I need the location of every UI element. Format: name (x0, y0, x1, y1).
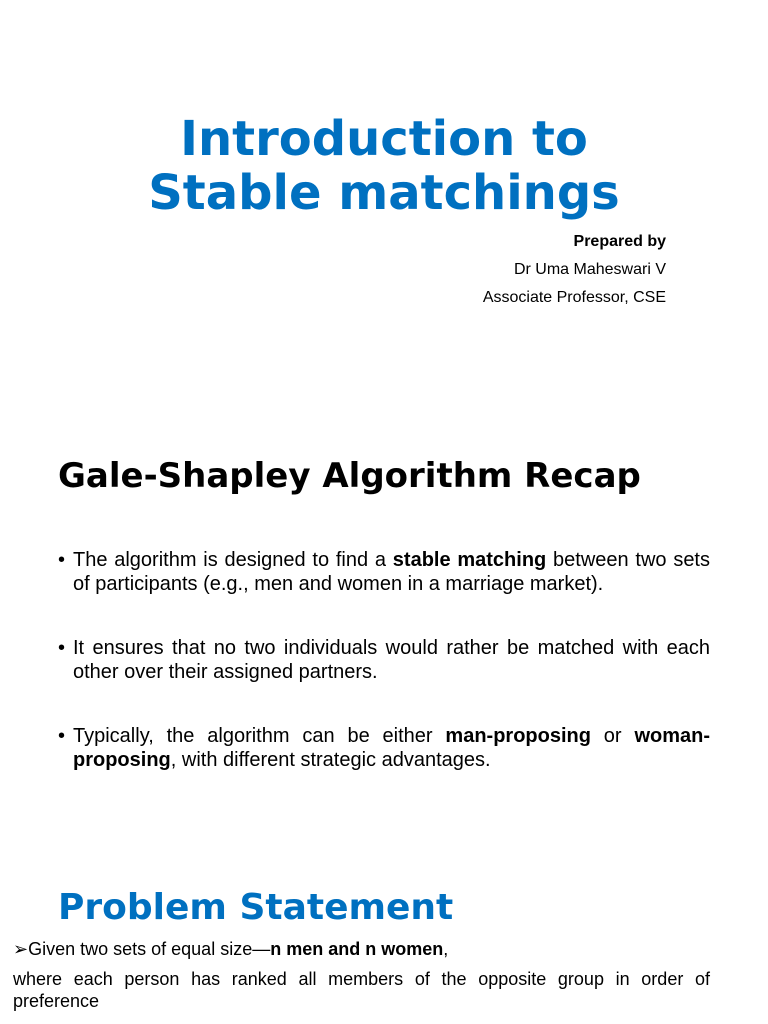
title-line-1: Introduction to (180, 111, 588, 167)
author-name: Dr Uma Maheswari V (513, 261, 666, 278)
term-stable-matching: stable matching (392, 549, 547, 571)
problem-heading: Problem Statement (58, 887, 454, 928)
arrow-bullet-icon: ➢ (13, 939, 29, 959)
term-man-proposing: man-proposing (445, 725, 591, 747)
author-position: Associate Professor, CSE (482, 289, 666, 306)
recap-heading: Gale-Shapley Algorithm Recap (58, 456, 641, 496)
author-block (483, 228, 666, 312)
slide-title (0, 112, 768, 220)
title-line-2: Stable matchings (148, 165, 620, 221)
bullet-no-blocking-pair: • It ensures that no two individuals would rather be matched with each other over their assigned partners. (58, 636, 710, 684)
problem-line-1: ➢Given two sets of equal size—n men and n women, (13, 939, 449, 959)
term-woman-proposing: woman-proposing (73, 725, 710, 771)
problem-statement (13, 938, 710, 1012)
bullet-stable-matching: • The algorithm is designed to find a stable matching between two sets of participants (e.g., men and women in a marriage market). (58, 548, 710, 596)
recap-bullet-list (58, 548, 710, 772)
prepared-by-label: Prepared by (573, 233, 666, 250)
term-n-men-n-women: n men and n women (270, 939, 444, 959)
problem-line-2: where each person has ranked all members of the opposite group in order of preference (13, 969, 710, 1011)
bullet-proposing-side: • Typically, the algorithm can be either man-proposing or woman-proposing, with different strategic advantages. (58, 724, 710, 772)
